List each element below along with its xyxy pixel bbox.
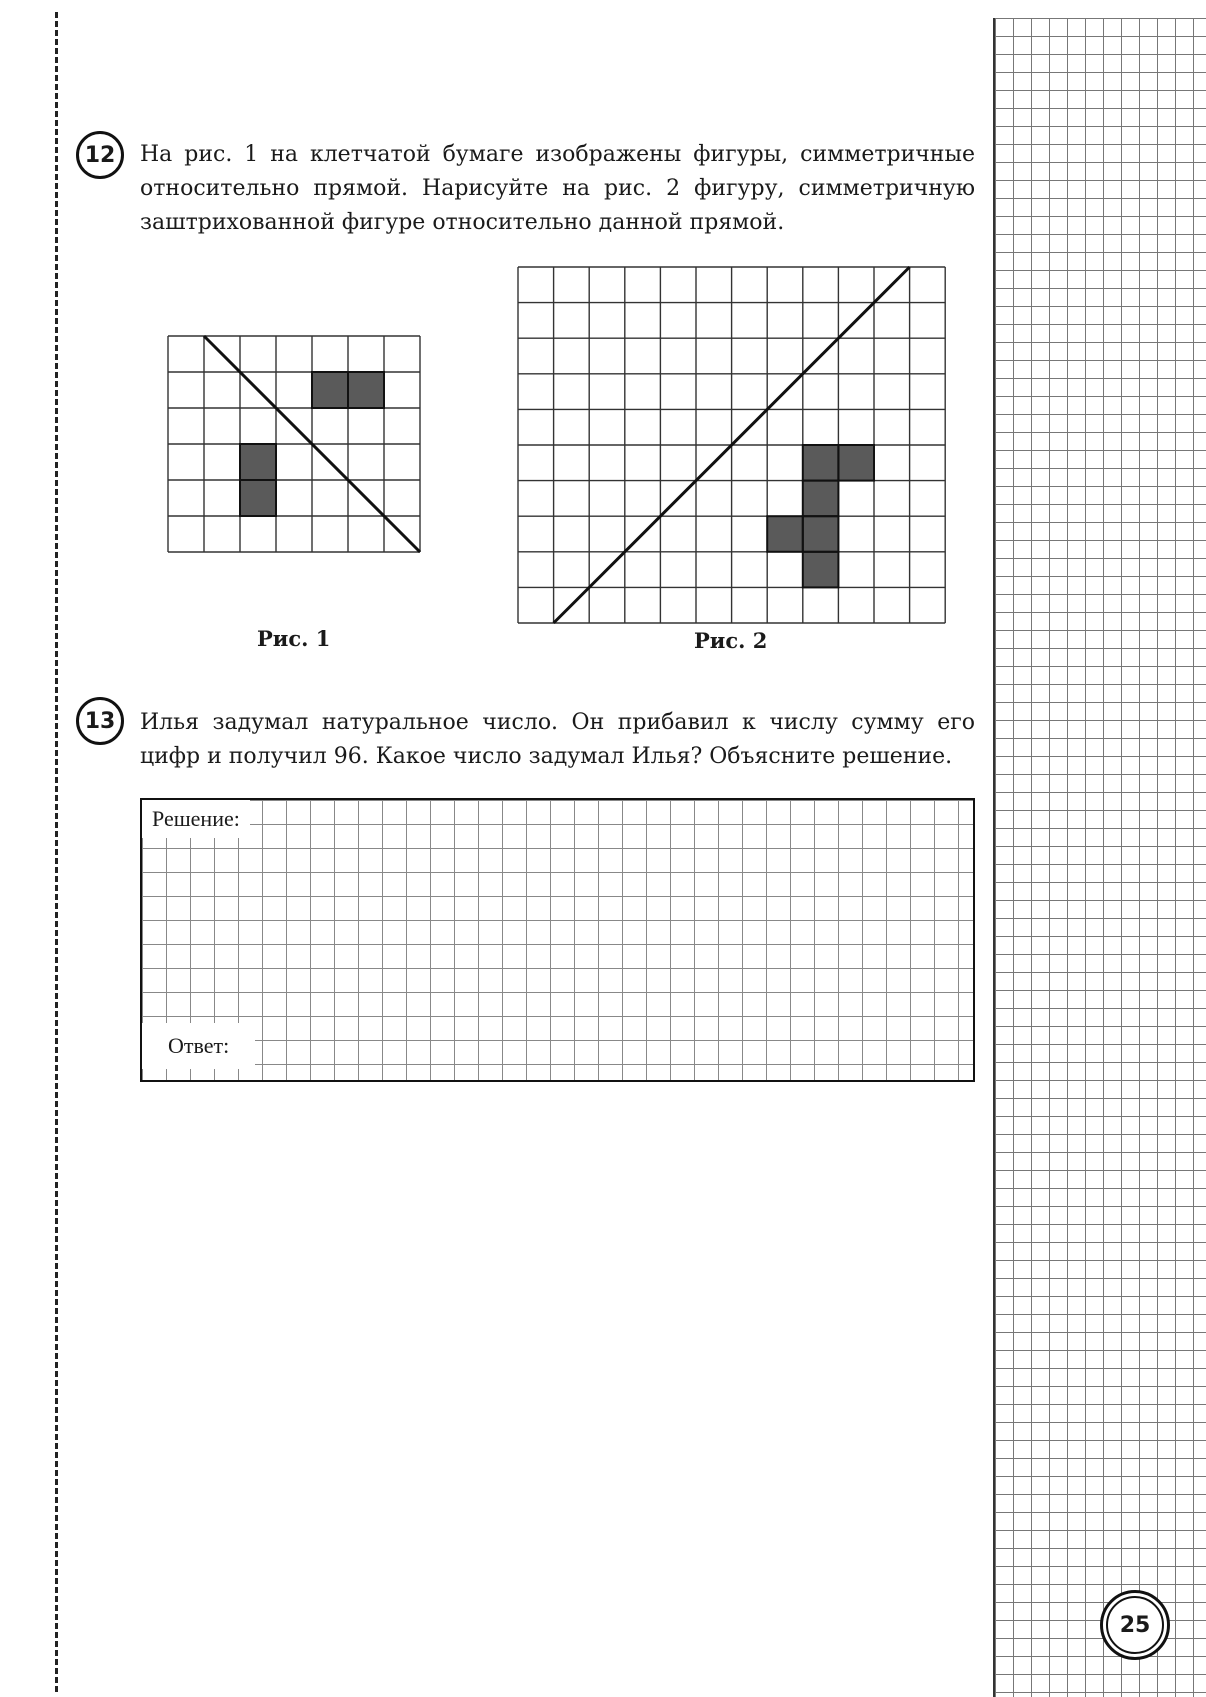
figure-1-shaded-cell: [312, 372, 348, 408]
figure-2-shaded-cell: [767, 516, 803, 552]
figure-1-shaded-cell: [240, 444, 276, 480]
task-12-text: На рис. 1 на клетчатой бумаге изображены фигуры, симметричные относительно прямой. Нарисуйте на рис. 2 фигуру, симметричную заштрихованной фигуре относительно данной прямой.: [140, 142, 975, 235]
figure-2-shaded-cell: [803, 481, 839, 517]
figure-1: [168, 336, 420, 552]
figure-2-shaded-cell: [838, 445, 874, 481]
page-number: 25: [1106, 1596, 1164, 1654]
solution-label: Решение:: [142, 800, 250, 838]
figure-1-caption: Рис. 1: [257, 626, 331, 651]
page-number-badge: [1100, 1590, 1170, 1660]
answer-label: Ответ:: [142, 1023, 255, 1069]
figure-1-shaded-cell: [348, 372, 384, 408]
figure-1-shaded-cell: [240, 480, 276, 516]
margin-grid: [993, 18, 1206, 1697]
figure-2: [518, 267, 946, 623]
cut-line: [55, 12, 58, 1692]
task-13-text: Илья задумал натуральное число. Он прибавил к числу сумму его цифр и получил 96. Какое число задумал Илья? Объясните решение.: [140, 710, 975, 769]
task-12-number: 12: [76, 131, 124, 179]
task-13-number: 13: [76, 697, 124, 745]
figure-2-shaded-cell: [803, 552, 839, 588]
figure-2-caption: Рис. 2: [694, 628, 768, 653]
figure-2-shaded-cell: [803, 516, 839, 552]
answer-area[interactable]: [140, 798, 975, 1082]
figure-2-shaded-cell: [803, 445, 839, 481]
